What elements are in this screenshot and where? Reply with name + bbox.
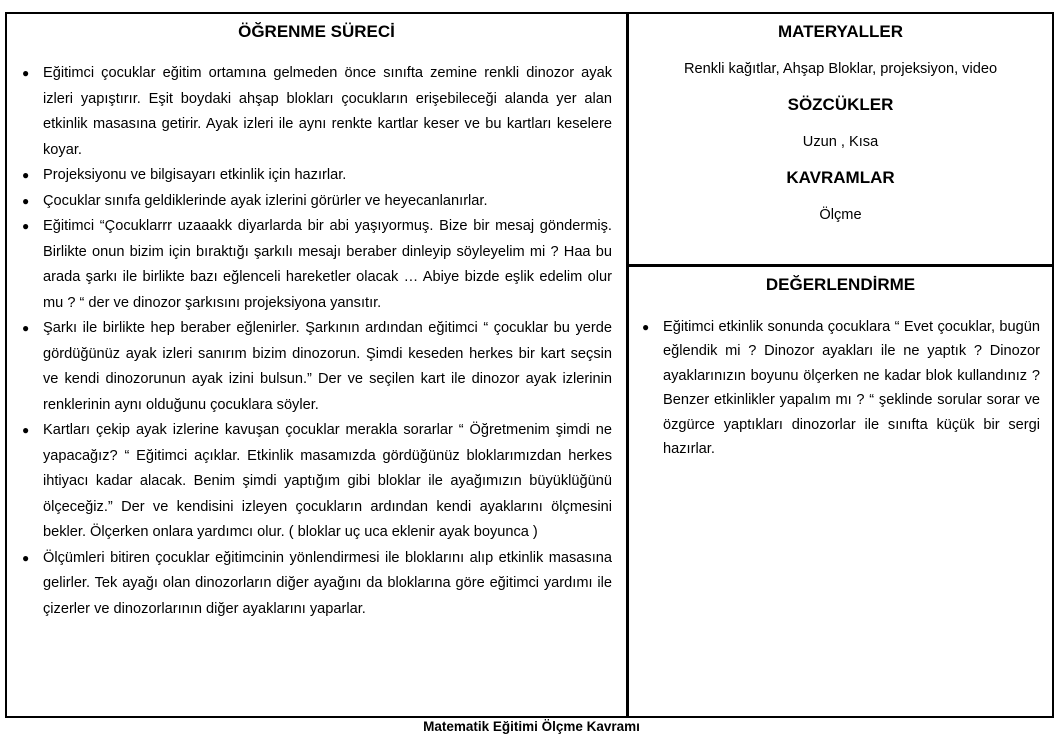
bullet-icon: ● xyxy=(642,320,650,334)
list-item: ● Eğitimci “Çocuklarrr uzaaakk diyarlarda bir abi yaşıyormuş. Bize bir mesaj göndermiş. Birlikte onun bizim için bıraktığı şarkılı mesajı beraber dinleyip söyleyelim mi ? Haa bu arada şarkı ile birlikte bazı eğlenceli hareketler olacak … Abiye bizde eşlik edelim olur mu ? “ der ve dinozor şarkısını projeksiyona yansıtır. xyxy=(19,214,612,316)
list-item: ● Kartları çekip ayak izlerine kavuşan çocuklar merakla sorarlar “ Öğretmenim şimdi ne yapacağız? “ Eğitimci açıklar. Etkinlik masamızda gördüğünüz bloklarımızdan herkes ihtiyacı kadar alacak. Benim şimdi yaptığım gibi bloklar ile ayağımızın büyüklüğünü ölçeceğiz.” Der ve kendisini izleyen çocukların ardından kendi ayaklarını ölçmesini bekler. Ölçerken onlara yardımcı olur. ( bloklar uç uca eklenir ayak boyunca ) xyxy=(19,418,612,546)
list-item: ● Eğitimci etkinlik sonunda çocuklara “ Evet çocuklar, bugün eğlendik mi ? Dinozor ayakları ile ne yaptık ? Dinozor ayaklarınızın boyunu ölçerken ne kadar blok kullandınız ? Benzer etkinlikler yapalım mı ? “ şeklinde sorular sorar ve özgürce yaptıkları dinozorlar ile sınıfta küçük bir sergi hazırlar. xyxy=(639,315,1040,461)
materials-cell xyxy=(629,14,1052,267)
bullet-icon: ● xyxy=(22,550,30,565)
evaluation-cell xyxy=(629,267,1052,716)
words-value: Uzun , Kısa xyxy=(802,134,879,150)
bullet-icon: ● xyxy=(22,193,30,208)
materials-block xyxy=(629,14,1052,77)
learning-process-list xyxy=(7,61,626,622)
words-block xyxy=(629,95,1052,150)
materials-value: Renkli kağıtlar, Ahşap Bloklar, projeksiyon, video xyxy=(683,61,998,77)
words-title: SÖZCÜKLER xyxy=(787,95,894,114)
bullet-icon: ● xyxy=(22,321,30,335)
materials-title: MATERYALLER xyxy=(778,22,903,41)
bullet-icon: ● xyxy=(22,423,30,437)
concepts-block xyxy=(629,168,1052,223)
list-item: ● Eğitimci çocuklar eğitim ortamına gelmeden önce sınıfta zemine renkli dinozor ayak izleri yapıştırır. Eşit boydaki ahşap blokları çocukların erişebileceği alanda yer alan etkinlik masasına getirir. Ayak izleri ile aynı renkte kartlar keser ve bu kartları keselere koyar. xyxy=(19,61,612,163)
list-item: ● Şarkı ile birlikte hep beraber eğlenirler. Şarkının ardından eğitimci “ çocuklar bu yerde gördüğünüz ayak izleri sanırım bizim dinozorun. Şimdi keseden herkes bir kart seçsin ve kendi dinozorunun ayak izini bulsun.” Der ve seçilen kart ile dinozor ayak izlerinin renklerinin aynı olduğunu çocuklara söyler. xyxy=(19,316,612,418)
table-caption: Matematik Eğitimi Ölçme Kavramı xyxy=(423,719,640,734)
list-item: ● Ölçümleri bitiren çocuklar eğitimcinin yönlendirmesi ile bloklarını alıp etkinlik masasına gelirler. Tek ayağı olan dinozorların diğer ayağını da bloklarına göre eğitimci yardımı ile çizerler ve dinozorlarının diğer ayaklarını yaparlar. xyxy=(19,546,612,623)
bullet-icon: ● xyxy=(22,168,30,182)
list-item: ● Çocuklar sınıfa geldiklerinde ayak izlerini görürler ve heyecanlanırlar. xyxy=(19,189,612,215)
concepts-title: KAVRAMLAR xyxy=(786,168,895,187)
list-item: ● Projeksiyonu ve bilgisayarı etkinlik için hazırlar. xyxy=(19,163,612,189)
evaluation-list xyxy=(629,315,1052,461)
activity-table xyxy=(5,12,1054,718)
concepts-value: Ölçme xyxy=(819,207,862,223)
bullet-icon: ● xyxy=(22,66,30,80)
learning-process-title: ÖĞRENME SÜRECİ xyxy=(238,22,395,41)
evaluation-title: DEĞERLENDİRME xyxy=(765,275,916,294)
learning-process-cell xyxy=(7,14,629,716)
bullet-icon: ● xyxy=(22,219,30,233)
